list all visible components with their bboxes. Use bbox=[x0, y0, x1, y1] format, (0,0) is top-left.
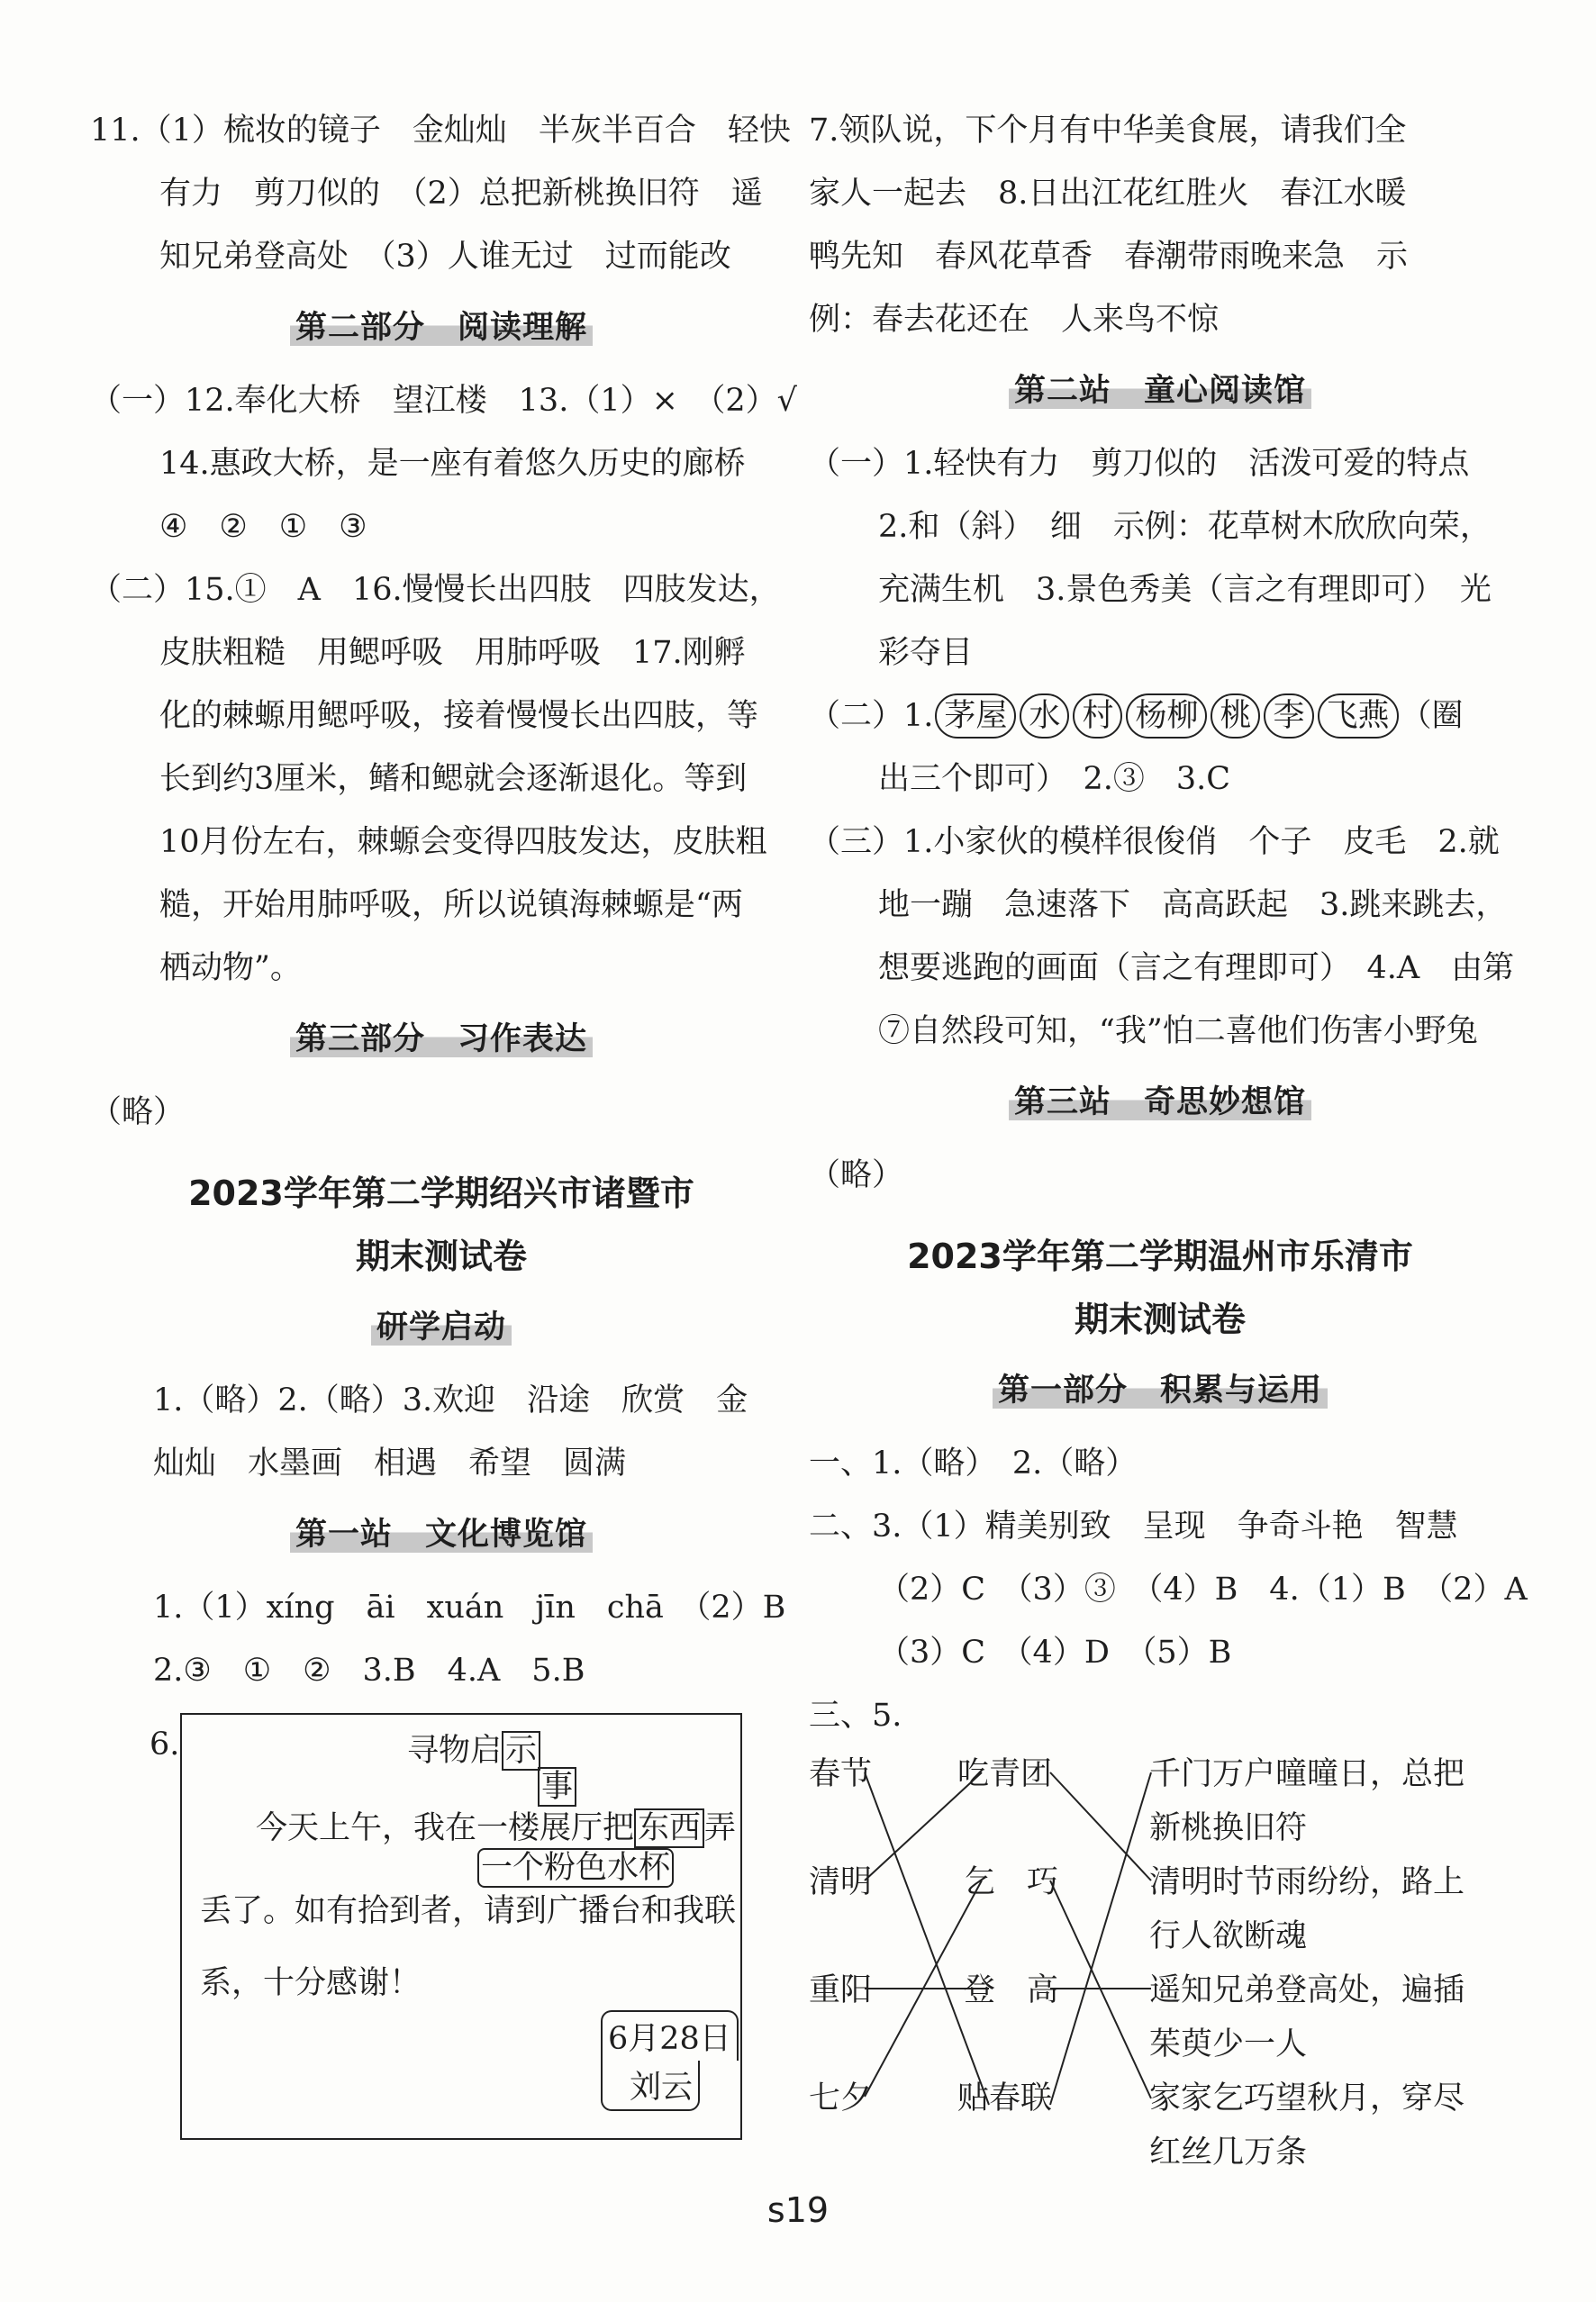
section-heading: 第二部分 阅读理解 bbox=[90, 304, 793, 351]
text-line: 灿灿 水墨画 相遇 希望 圆满 bbox=[153, 1446, 627, 1482]
page-number: s19 bbox=[766, 2190, 830, 2230]
circled-word: 村 bbox=[1073, 693, 1122, 739]
custom-label: 登 高 bbox=[964, 1972, 1059, 2008]
custom-label: 贴春联 bbox=[957, 2080, 1053, 2116]
answer-reading-1 bbox=[90, 369, 797, 558]
section-heading: 研学启动 bbox=[90, 1304, 793, 1351]
poem-line: 茱萸少一人 bbox=[1149, 2026, 1308, 2062]
notice-title: 寻物启 示 bbox=[407, 1726, 540, 1771]
omitted-note: （略） bbox=[90, 1094, 186, 1130]
omitted-note: （略） bbox=[809, 1157, 904, 1193]
text-line: 出三个即可） 2.③ 3.C bbox=[878, 761, 1231, 797]
notice-line-1: 今天上午，我在一楼展厅把 东西 弄 bbox=[256, 1810, 737, 1846]
text-line: 10月份左右，棘螈会变得四肢发达，皮肤粗 bbox=[159, 824, 767, 860]
festival-label: 清明 bbox=[809, 1864, 873, 1900]
text-line: 化的棘螈用鳃呼吸，接着慢慢长出四肢，等 bbox=[159, 698, 759, 734]
custom-label: 吃青团 bbox=[957, 1756, 1053, 1792]
text-line: （一）12.奉化大桥 望江楼 13.（1）× （2）√ bbox=[90, 383, 797, 419]
text-line: （二）15.① A 16.慢慢长出四肢 四肢发达， bbox=[90, 572, 781, 608]
text-line: 1.（1）xíng āi xuán jīn chā （2）B bbox=[153, 1590, 786, 1626]
circled-word: 水 bbox=[1020, 693, 1069, 739]
right-column bbox=[809, 99, 1528, 2198]
text-line: 1.（略）2.（略）3.欢迎 沿途 欣赏 金 bbox=[153, 1382, 748, 1418]
poem-line: 千门万户曈曈日，总把 bbox=[1149, 1756, 1465, 1792]
text-line: 地一蹦 急速落下 高高跃起 3.跳来跳去， bbox=[878, 887, 1508, 923]
section-heading: 第三站 奇思妙想馆 bbox=[809, 1079, 1511, 1126]
festival-label: 春节 bbox=[809, 1756, 873, 1792]
poem-line: 家家乞巧望秋月，穿尽 bbox=[1149, 2080, 1465, 2116]
text-line: 一、1.（略） 2.（略） bbox=[809, 1446, 1138, 1482]
notice-signature: 刘云 bbox=[601, 2061, 700, 2111]
text-line: （2）C （3）③ （4）B 4.（1）B （2）A bbox=[878, 1572, 1528, 1608]
text-line: 鸭先知 春风花草香 春潮带雨晚来急 示 bbox=[809, 239, 1409, 275]
text-line: 2.和（斜） 细 示例：花草树木欣欣向荣， bbox=[878, 509, 1492, 545]
section-heading: 第二站 童心阅读馆 bbox=[809, 367, 1511, 414]
exam-subtitle: 期末测试卷 bbox=[355, 1237, 527, 1276]
text-line: 彩夺目 bbox=[878, 635, 974, 671]
answer-station2-1 bbox=[809, 432, 1511, 684]
circled-word: 茅屋 bbox=[935, 693, 1016, 739]
exam-title: 2023学年第二学期绍兴市诸暨市 bbox=[188, 1174, 694, 1213]
text-line: （三）1.小家伙的模样很俊俏 个子 皮毛 2.就 bbox=[809, 824, 1500, 860]
answer-yanxue bbox=[90, 1369, 793, 1495]
text-line: 知兄弟登高处 （3）人谁无过 过而能改 bbox=[159, 239, 731, 275]
poem-line: 清明时节雨纷纷，路上 bbox=[1149, 1864, 1465, 1900]
answer-station1 bbox=[90, 1576, 793, 1702]
circled-word: 飞燕 bbox=[1318, 693, 1399, 739]
notice-word-error: 东西 bbox=[634, 1808, 704, 1848]
question-number: 6. bbox=[150, 1726, 180, 1763]
text-line: ⑦自然段可知，“我”怕二喜他们伤害小野兔 bbox=[878, 1013, 1478, 1049]
text-line: 2.③ ① ② 3.B 4.A 5.B bbox=[153, 1653, 585, 1689]
text-line: 11.（1）梳妆的镜子 金灿灿 半灰半百合 轻快 bbox=[90, 113, 791, 149]
text-line: 三、5. bbox=[809, 1698, 902, 1734]
text-line: 例：春去花还在 人来鸟不惊 bbox=[809, 302, 1220, 338]
lost-item-notice bbox=[180, 1713, 742, 2140]
text-line: （3）C （4）D （5）B bbox=[878, 1635, 1232, 1671]
text-line: 想要逃跑的画面（言之有理即可） 4.A 由第 bbox=[878, 950, 1515, 986]
text-line: 长到约3厘米，鳍和鳃就会逐渐退化。等到 bbox=[159, 761, 748, 797]
poem-line: 红丝几万条 bbox=[1149, 2134, 1308, 2171]
notice-title-correction: 事 bbox=[538, 1767, 576, 1807]
section-heading: 第一部分 积累与运用 bbox=[809, 1367, 1511, 1414]
circled-word: 桃 bbox=[1211, 693, 1260, 739]
circled-word: 李 bbox=[1264, 693, 1313, 739]
answer-reading-2 bbox=[90, 558, 793, 1000]
text-line: （一）1.轻快有力 剪刀似的 活泼可爱的特点 bbox=[809, 446, 1470, 482]
notice-line-2: 丢了。如有拾到者，请到广播台和我联 bbox=[200, 1893, 737, 1929]
custom-label: 乞 巧 bbox=[964, 1864, 1059, 1900]
section-heading: 第三部分 习作表达 bbox=[90, 1016, 793, 1063]
answer-11 bbox=[90, 99, 793, 288]
answer-part1-2 bbox=[809, 1495, 1528, 1684]
text-line: 栖动物”。 bbox=[159, 950, 302, 986]
circled-word: 杨柳 bbox=[1126, 693, 1207, 739]
matching-diagram bbox=[809, 1747, 1511, 2198]
notice-line-3: 系，十分感谢！ bbox=[200, 1965, 422, 2001]
section-heading: 第一站 文化博览馆 bbox=[90, 1511, 793, 1558]
text-line: 7.领队说，下个月有中华美食展，请我们全 bbox=[809, 113, 1407, 149]
text-line: 皮肤粗糙 用鳃呼吸 用肺呼吸 17.刚孵 bbox=[159, 635, 746, 671]
poem-line: 行人欲断魂 bbox=[1149, 1918, 1308, 1954]
match-line bbox=[1050, 1772, 1151, 2105]
text-line: 糙，开始用肺呼吸，所以说镇海棘螈是“两 bbox=[159, 887, 743, 923]
text-line: 14.惠政大桥，是一座有着悠久历史的廊桥 bbox=[159, 446, 746, 482]
circled-words-line: （二）1. 茅屋 水 村 杨柳 桃 李 飞燕 （圈 bbox=[809, 684, 1511, 748]
exam-subtitle: 期末测试卷 bbox=[1074, 1300, 1246, 1339]
festival-label: 七夕 bbox=[809, 2080, 873, 2116]
notice-title-error: 示 bbox=[502, 1731, 540, 1771]
poem-line: 新桃换旧符 bbox=[1149, 1810, 1308, 1846]
festival-label: 重阳 bbox=[809, 1972, 873, 2008]
answer-6 bbox=[90, 1713, 793, 2140]
text-line: 有力 剪刀似的 （2）总把新桃换旧符 遥 bbox=[159, 176, 763, 212]
match-line bbox=[1050, 1772, 1151, 1881]
answer-station2-3 bbox=[809, 811, 1515, 1063]
text-line: ④ ② ① ③ bbox=[159, 509, 367, 545]
notice-word-correction: 一个粉色水杯 bbox=[477, 1848, 674, 1888]
text-line: 家人一起去 8.日出江花红胜火 春江水暖 bbox=[809, 176, 1407, 212]
text-line: 二、3.（1）精美别致 呈现 争奇斗艳 智慧 bbox=[809, 1509, 1458, 1545]
exam-title: 2023学年第二学期温州市乐清市 bbox=[907, 1237, 1413, 1276]
left-column bbox=[90, 99, 797, 2140]
notice-date: 6月28日 bbox=[601, 2010, 739, 2061]
text-line: 充满生机 3.景色秀美（言之有理即可） 光 bbox=[878, 572, 1492, 608]
answer-station2-2 bbox=[809, 684, 1511, 811]
poem-line: 遥知兄弟登高处，遍插 bbox=[1149, 1972, 1465, 2008]
answer-7-8 bbox=[809, 99, 1511, 351]
